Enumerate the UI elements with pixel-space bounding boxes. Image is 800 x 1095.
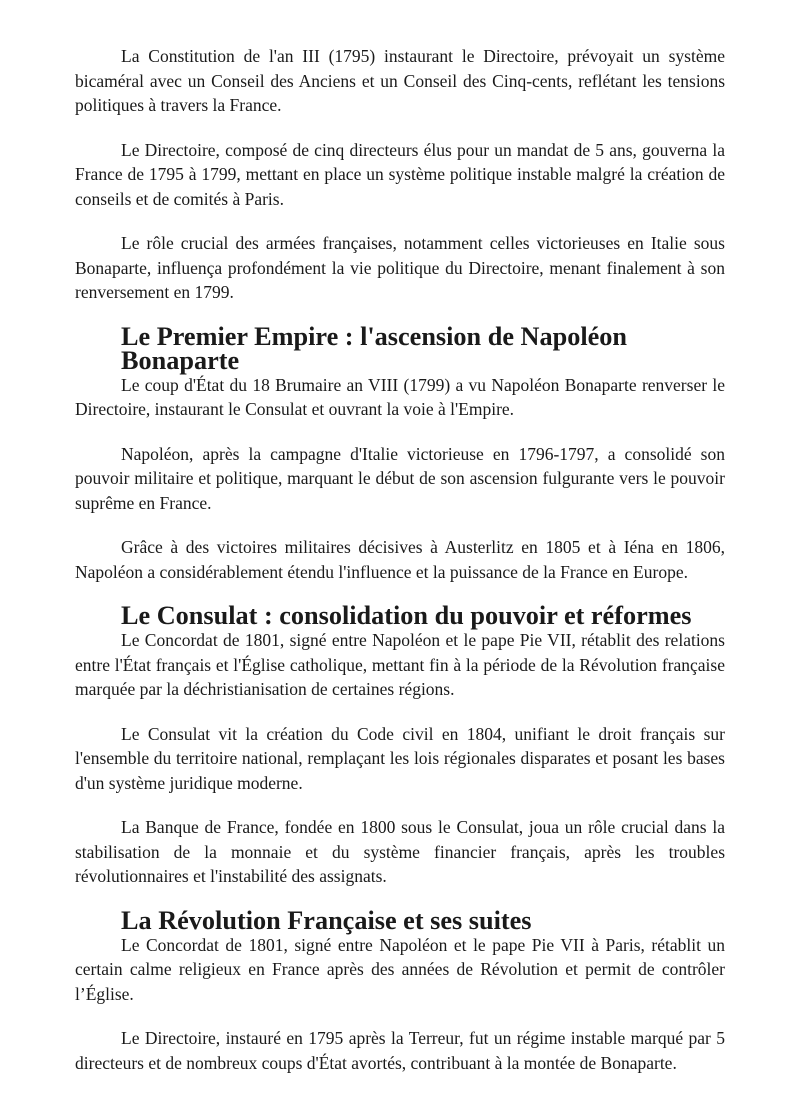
paragraph: Le coup d'État du 18 Brumaire an VIII (1799) a vu Napoléon Bonaparte renverser le Directoire, instaurant le Consulat et ouvrant la voie à l'Empire.	[75, 374, 725, 419]
paragraph: Le Concordat de 1801, signé entre Napoléon et le pape Pie VII, rétablit des relations entre l'État français et l'Église catholique, mettant fin à la période de la Révolution française marquée par la déchristianisation de certaines régions.	[75, 630, 725, 699]
section-revolution-francaise	[75, 905, 725, 1076]
section-consulat	[75, 601, 725, 889]
paragraph: Napoléon, après la campagne d'Italie victorieuse en 1796-1797, a consolidé son pouvoir militaire et politique, marquant le début de son ascension fulgurante vers le pouvoir suprême en France.	[75, 443, 725, 513]
paragraph: Le Consulat vit la création du Code civil en 1804, unifiant le droit français sur l'ensemble du territoire national, remplaçant les lois régionales disparates et posant les bases d'un système juridique moderne.	[75, 723, 725, 793]
paragraph: La Banque de France, fondée en 1800 sous le Consulat, joua un rôle crucial dans la stabilisation de la monnaie et du système financier français, après les troubles révolutionnaires et l'instabilité des assignats.	[75, 817, 725, 886]
section-heading: La Révolution Française et ses suites	[121, 905, 532, 935]
paragraph: Le rôle crucial des armées françaises, notamment celles victorieuses en Italie sous Bonaparte, influença profondément la vie politique du Directoire, menant finalement à son renversement en 1799.	[75, 233, 725, 302]
paragraph: Le Directoire, instauré en 1795 après la Terreur, fut un régime instable marqué par 5 directeurs et de nombreux coups d'État avortés, contribuant à la montée de Bonaparte.	[75, 1028, 725, 1073]
paragraph: Le Directoire, composé de cinq directeurs élus pour un mandat de 5 ans, gouverna la France de 1795 à 1799, mettant en place un système politique instable malgré la création de conseils et de comités à Paris.	[75, 139, 725, 209]
section-premier-empire	[75, 321, 725, 585]
section-heading: Le Consulat : consolidation du pouvoir et réformes	[121, 601, 692, 630]
paragraph: Le Concordat de 1801, signé entre Napoléon et le pape Pie VII à Paris, rétablit un certain calme religieux en France après des années de Révolution et permit de contrôler l’Église.	[75, 934, 725, 1004]
paragraph: La Constitution de l'an III (1795) instaurant le Directoire, prévoyait un système bicaméral avec un Conseil des Anciens et un Conseil des Cinq-cents, reflétant les tensions politiques à travers la France.	[75, 46, 725, 115]
document-page	[75, 44, 725, 1095]
paragraph: Grâce à des victoires militaires décisives à Austerlitz en 1805 et à Iéna en 1806, Napoléon a considérablement étendu l'influence et la puissance de la France en Europe.	[75, 537, 725, 582]
section-heading: Le Premier Empire : l'ascension de Napoléon Bonaparte	[121, 321, 628, 375]
